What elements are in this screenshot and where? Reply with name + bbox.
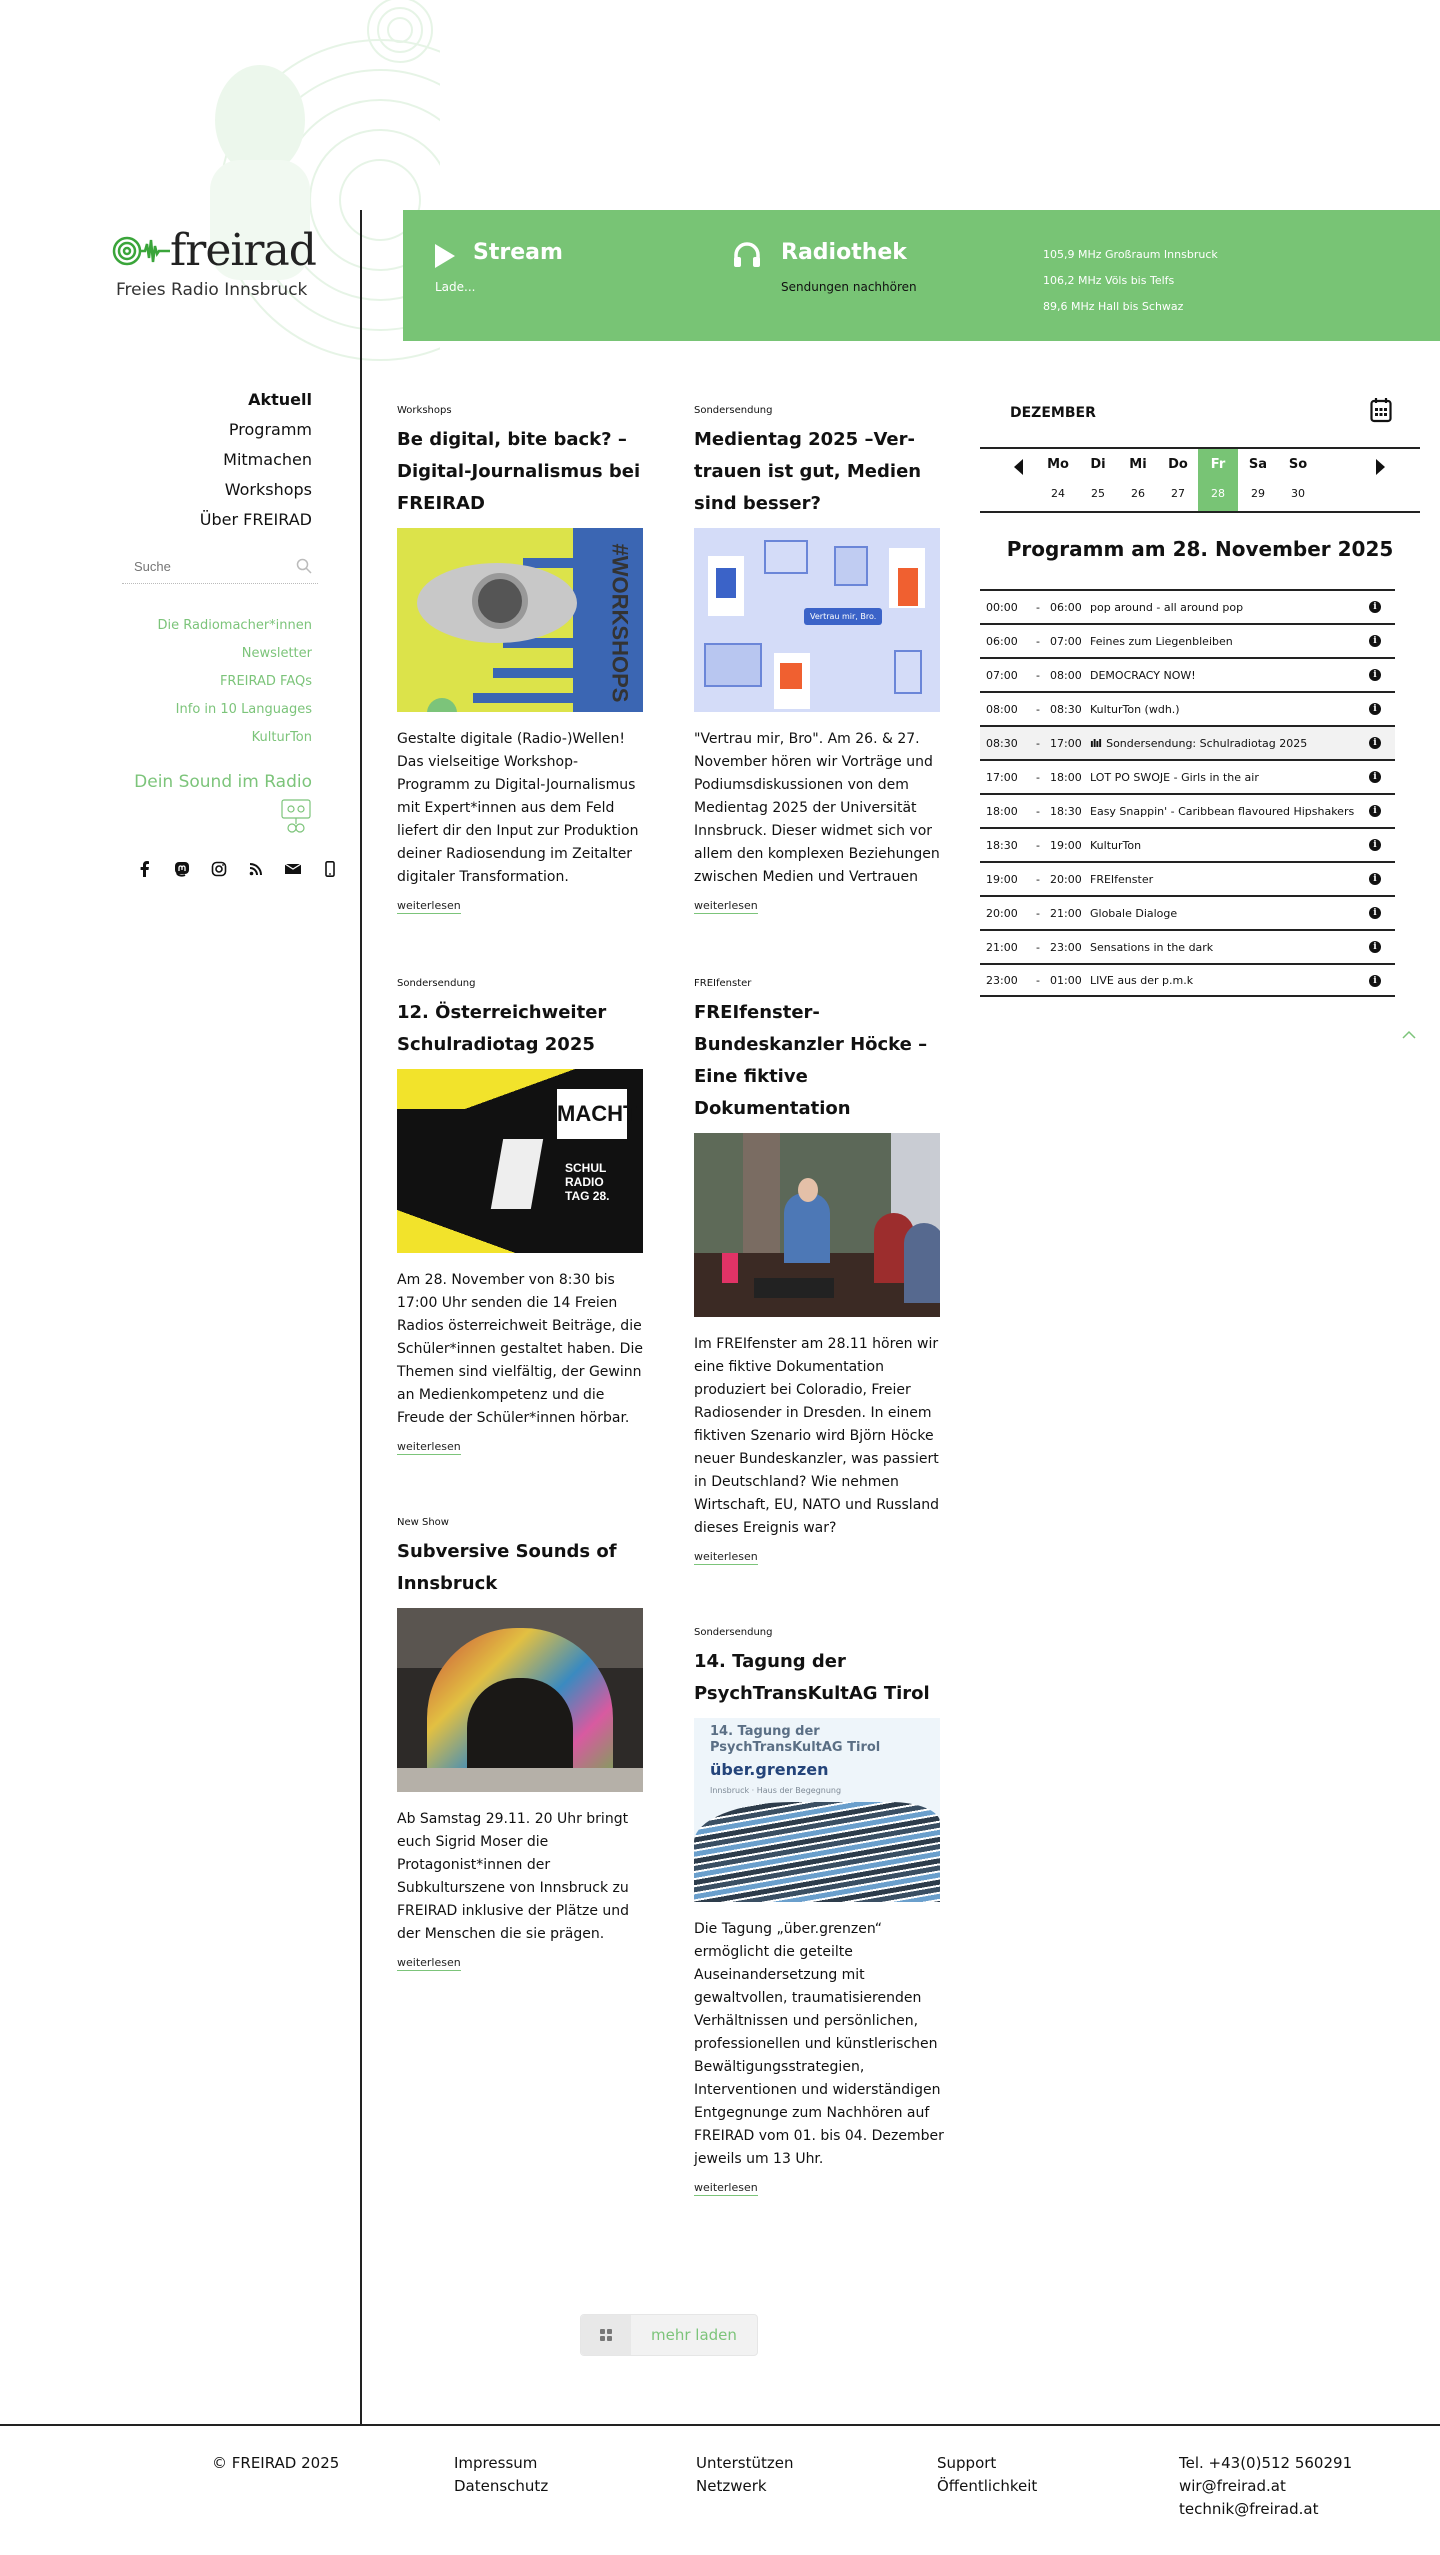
article-card — [694, 1626, 944, 2196]
subnav-radiomacher[interactable]: Die Radiomacher*innen — [157, 618, 312, 633]
image-caption: Vertrau mir, Bro. — [804, 608, 882, 625]
nav-item-ueber-freirad[interactable]: Über FREIRAD — [199, 510, 312, 529]
info-icon[interactable]: i — [1369, 907, 1381, 919]
article-title[interactable]: Be digital, bite back? – Digital-Journalismus bei FREIRAD — [397, 429, 641, 514]
week-strip — [980, 447, 1420, 513]
program-row[interactable]: 18:00 - 18:30 Easy Snappin' - Caribbean flavoured Hipshakers i — [980, 793, 1395, 827]
info-icon[interactable]: i — [1369, 601, 1381, 613]
article-category[interactable]: Workshops — [397, 405, 452, 416]
article-category[interactable]: Sondersendung — [694, 1627, 773, 1638]
article-excerpt: "Vertrau mir, Bro". Am 26. & 27. November hören wir Vorträge und Podiumsdiskussionen von dem Medientag 2025 der Universität Innsbruck. Dieser widmet sich vor allem den komplexen Beziehungen zwischen Medien und Vertrauen — [694, 731, 940, 885]
frequency-item: 89,6 MHz Hall bis Schwaz — [1043, 300, 1184, 313]
frequency-item: 106,2 MHz Völs bis Telfs — [1043, 274, 1175, 287]
calendar-day[interactable]: Sa 29 — [1248, 457, 1268, 500]
info-icon[interactable]: i — [1369, 873, 1381, 885]
calendar-day[interactable]: So 30 — [1288, 457, 1308, 500]
footer-email-wir[interactable]: wir@freirad.at — [1179, 2477, 1286, 2495]
program-title: Programm am 28. November 2025 — [1006, 537, 1394, 561]
scroll-to-top-chevron-icon[interactable] — [1402, 1028, 1416, 1042]
instagram-icon[interactable] — [204, 858, 234, 880]
nav-item-aktuell[interactable]: Aktuell — [248, 390, 312, 409]
read-more-link[interactable]: weiterlesen — [397, 1956, 461, 1969]
info-icon[interactable]: i — [1369, 703, 1381, 715]
article-title[interactable]: Subversive Sounds of Innsbruck — [397, 1541, 617, 1594]
dein-sound-label: Dein Sound im Radio — [134, 772, 312, 792]
article-card — [397, 404, 647, 914]
footer-phone[interactable]: Tel. +43(0)512 560291 — [1179, 2454, 1353, 2472]
footer-link-datenschutz[interactable]: Datenschutz — [454, 2477, 549, 2495]
on-air-bars-icon: ılıl — [1090, 736, 1102, 750]
next-week-arrow-icon[interactable] — [1376, 459, 1385, 475]
footer-col-contact — [1179, 2452, 1352, 2521]
subnav-info-languages[interactable]: Info in 10 Languages — [175, 702, 312, 717]
search-icon[interactable] — [296, 558, 312, 574]
mobile-icon[interactable] — [315, 858, 345, 880]
article-card — [397, 1516, 647, 1971]
program-row-live[interactable]: 08:30 - 17:00 ılıl Sondersendung: Schulradiotag 2025 i — [980, 725, 1395, 759]
article-excerpt: Ab Samstag 29.11. 20 Uhr bringt euch Sigrid Moser die Protagonist*innen der Subkulturszene von Innsbruck zu FREIRAD inklusive der Plätze und der Menschen die sie prägen. — [397, 1811, 630, 1942]
article-image[interactable] — [694, 1718, 940, 1902]
image-caption: über.grenzen — [710, 1760, 829, 1779]
load-more-button[interactable] — [580, 2314, 758, 2356]
dein-sound-link[interactable] — [134, 772, 312, 838]
article-title[interactable]: Medientag 2025 –Vertrauen ist gut, Medien sind besser? — [694, 429, 922, 514]
article-category[interactable]: Sondersendung — [694, 405, 773, 416]
program-row[interactable]: 06:00 - 07:00 Feines zum Liegenbleiben i — [980, 623, 1395, 657]
calendar-day[interactable]: Mo 24 — [1047, 457, 1069, 500]
nav-item-programm[interactable]: Programm — [228, 420, 312, 439]
radiothek-link[interactable] — [733, 240, 917, 294]
logo-subtitle: Freies Radio Innsbruck — [116, 280, 308, 300]
logo-wordmark: freirad — [170, 225, 316, 276]
calendar-day[interactable]: Di 25 — [1090, 457, 1106, 500]
program-row[interactable]: 23:00 - 01:00 LIVE aus der p.m.k i — [980, 963, 1395, 997]
social-links — [130, 858, 352, 880]
program-row[interactable]: 17:00 - 18:00 LOT PO SWOJE - Girls in the air i — [980, 759, 1395, 793]
search-box — [122, 552, 318, 584]
subnav-faqs[interactable]: FREIRAD FAQs — [219, 674, 312, 689]
footer-copyright-col — [212, 2452, 339, 2475]
calendar-month: DEZEMBER — [1010, 405, 1096, 421]
article-excerpt: Die Tagung „über.grenzen“ ermöglicht die geteilte Auseinandersetzung mit gewaltvollen, traumatisierenden Verhältnissen und persönlichen, professionellen und künstlerischen Bewältigungsstrategien, Interventionen und widerständigen Entgegnunge zum Nachhören auf FREIRAD vom 01. bis 04. Dezember jeweils um 13 Uhr. — [694, 1921, 944, 2167]
footer-link-impressum[interactable]: Impressum — [454, 2454, 538, 2472]
calendar-day-selected[interactable]: Fr 28 — [1198, 449, 1238, 511]
read-more-link[interactable]: weiterlesen — [397, 899, 461, 912]
calendar-day[interactable]: Do 27 — [1168, 457, 1188, 500]
calendar-icon[interactable] — [1370, 397, 1392, 423]
footer-link-support[interactable]: Support — [937, 2454, 997, 2472]
info-icon[interactable]: i — [1369, 941, 1381, 953]
article-card — [397, 977, 647, 1455]
mastodon-icon[interactable] — [167, 858, 197, 880]
article-card — [694, 404, 944, 914]
grid-icon — [581, 2315, 631, 2355]
subnav-kulturton[interactable]: KulturTon — [251, 730, 312, 745]
article-title[interactable]: FREIfenster-Bundeskanzler Höcke – Eine fiktive Dokumentation — [694, 1002, 928, 1119]
info-icon[interactable]: i — [1369, 805, 1381, 817]
article-category[interactable]: Sondersendung — [397, 978, 476, 989]
rss-icon[interactable] — [241, 858, 271, 880]
article-image[interactable]: MACHT SCHUL RADIO TAG 28. — [397, 1069, 643, 1253]
program-row[interactable]: 20:00 - 21:00 Globale Dialoge i — [980, 895, 1395, 929]
footer-link-oeffentlichkeit[interactable]: Öffentlichkeit — [937, 2477, 1038, 2495]
read-more-link[interactable]: weiterlesen — [694, 1550, 758, 1563]
footer-col-support — [696, 2452, 793, 2498]
stream-title: Stream — [473, 240, 563, 265]
facebook-icon[interactable] — [130, 858, 160, 880]
stream-status: Lade... — [435, 280, 476, 294]
program-row[interactable]: 19:00 - 20:00 FREIfenster i — [980, 861, 1395, 895]
article-image[interactable] — [694, 528, 940, 712]
article-category[interactable]: FREIfenster — [694, 978, 752, 989]
player-bar — [403, 210, 1440, 341]
load-more-label: mehr laden — [651, 2326, 737, 2344]
play-icon[interactable] — [435, 244, 455, 268]
calendar-day[interactable]: Mi 26 — [1129, 457, 1147, 500]
article-title[interactable]: 14. Tagung der PsychTransKultAG Tirol — [694, 1651, 930, 1704]
cassette-icon — [280, 798, 312, 834]
info-icon[interactable]: i — [1369, 975, 1381, 987]
program-row[interactable]: 18:30 - 19:00 KulturTon i — [980, 827, 1395, 861]
footer-link-unterstuetzen[interactable]: Unterstützen — [696, 2454, 794, 2472]
copyright-text: © FREIRAD 2025 — [212, 2454, 340, 2472]
site-logo[interactable] — [112, 226, 317, 306]
program-row[interactable]: 00:00 - 06:00 pop around - all around pop i — [980, 589, 1395, 623]
article-image[interactable] — [397, 1608, 643, 1792]
nav-item-workshops[interactable]: Workshops — [224, 480, 312, 499]
read-more-link[interactable]: weiterlesen — [694, 2181, 758, 2194]
main-navigation — [200, 385, 312, 535]
article-image[interactable] — [694, 1133, 940, 1317]
freirad-swirl-icon — [112, 234, 172, 268]
read-more-link[interactable]: weiterlesen — [694, 899, 758, 912]
info-icon[interactable]: i — [1369, 669, 1381, 681]
mail-icon[interactable] — [278, 858, 308, 880]
article-title[interactable]: 12. Österreichweiter Schulradiotag 2025 — [397, 1002, 607, 1055]
info-icon[interactable]: i — [1369, 737, 1381, 749]
radiothek-title: Radiothek — [781, 240, 907, 265]
image-caption: Innsbruck · Haus der Begegnung — [710, 1786, 842, 1795]
info-icon[interactable]: i — [1369, 771, 1381, 783]
image-caption: SCHUL RADIO TAG 28. — [565, 1161, 610, 1203]
previous-week-arrow-icon[interactable] — [1014, 459, 1023, 475]
article-excerpt: Gestalte digitale (Radio-)Wellen! Das vielseitige Workshop-Programm zu Digital-Journalismus mit Expert*innen aus dem Feld liefert dir den Input zur Produktion deiner Radiosendung im Zeitalter digitaler Transformation. — [397, 731, 639, 885]
footer-email-technik[interactable]: technik@freirad.at — [1179, 2500, 1319, 2518]
image-caption: #WORKSHOPS — [607, 543, 633, 703]
article-excerpt: Am 28. November von 8:30 bis 17:00 Uhr senden die 14 Freien Radios österreichweit Beiträge, die Schüler*innen gestaltet haben. Die Themen sind vielfältig, der Gewinn an Medienkompetenz und die Freude der Schüler*innen hörbar. — [397, 1272, 643, 1426]
program-row[interactable]: 08:00 - 08:30 KulturTon (wdh.) i — [980, 691, 1395, 725]
program-row[interactable]: 07:00 - 08:00 DEMOCRACY NOW! i — [980, 657, 1395, 691]
headphones-icon — [733, 242, 761, 268]
footer-col-legal — [454, 2452, 548, 2498]
image-caption: 14. Tagung der PsychTransKultAG Tirol — [710, 1724, 881, 1755]
frequency-item: 105,9 MHz Großraum Innsbruck — [1043, 248, 1218, 261]
read-more-link[interactable]: weiterlesen — [397, 1440, 461, 1453]
sidebar-divider — [360, 210, 362, 2425]
frequency-list — [1043, 242, 1218, 320]
program-row[interactable]: 21:00 - 23:00 Sensations in the dark i — [980, 929, 1395, 963]
article-image[interactable] — [397, 528, 643, 712]
article-card — [694, 977, 944, 1565]
article-category[interactable]: New Show — [397, 1517, 449, 1528]
stream-widget[interactable] — [431, 240, 563, 294]
footer-col-info — [937, 2452, 1037, 2498]
nav-item-mitmachen[interactable]: Mitmachen — [223, 450, 312, 469]
secondary-navigation — [158, 612, 312, 752]
footer-divider — [0, 2424, 1440, 2426]
info-icon[interactable]: i — [1369, 635, 1381, 647]
article-excerpt: Im FREIfenster am 28.11 hören wir eine fiktive Dokumentation produziert bei Coloradio, Freier Radiosender in Dresden. In einem fiktiven Szenario wird Björn Höcke neuer Bundeskanzler, was passiert in Deutschland? Wie nehmen Wirtschaft, EU, NATO und Russland dieses Ereignis war? — [694, 1336, 940, 1536]
footer-link-netzwerk[interactable]: Netzwerk — [696, 2477, 767, 2495]
radiothek-sub: Sendungen nachhören — [781, 280, 917, 294]
subnav-newsletter[interactable]: Newsletter — [241, 646, 312, 661]
search-input[interactable] — [122, 552, 282, 580]
background-illustration — [150, 0, 440, 420]
info-icon[interactable]: i — [1369, 839, 1381, 851]
program-list — [980, 589, 1395, 997]
program-calendar — [980, 395, 1420, 997]
